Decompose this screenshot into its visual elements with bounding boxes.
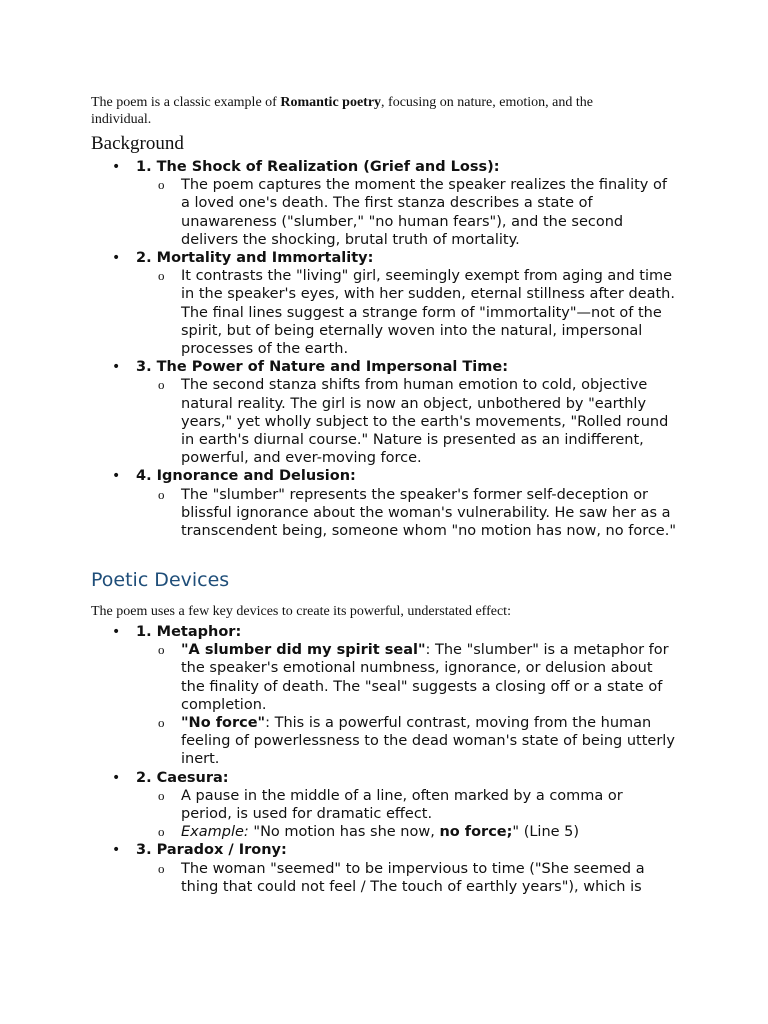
list-item bbox=[0, 841, 676, 896]
list-item bbox=[0, 623, 676, 769]
sub-item-text: The "slumber" represents the speaker's former self-deception or blissful ignorance about the woman's vulnerability. He saw her as a transcendent being, someone whom "no motion has now, no force." bbox=[181, 486, 677, 540]
sub-bullet-icon: o bbox=[158, 787, 165, 803]
sub-item-text: The woman "seemed" to be impervious to time ("She seemed a thing that could not feel / The touch of earthly years"), which is bbox=[181, 860, 645, 895]
background-list bbox=[0, 158, 676, 540]
bullet-icon: • bbox=[112, 250, 121, 267]
bullet-icon: • bbox=[112, 624, 121, 640]
sub-item-text: The second stanza shifts from human emotion to cold, objective natural reality. The girl is now an object, unbothered by "earthly years," yet wholly subject to the earth's movements, "Rolled round in earth's diurnal course." Nature is presented as an indifferent, powerful, and ever-moving force. bbox=[181, 377, 669, 467]
example-text-end: " (Line 5) bbox=[512, 824, 580, 841]
list-item bbox=[0, 358, 676, 467]
item-title: 4. Ignorance and Delusion: bbox=[136, 468, 356, 485]
item-title: 1. The Shock of Realization (Grief and Loss): bbox=[136, 159, 500, 175]
poetic-devices-intro: The poem uses a few key devices to create its powerful, understated effect: bbox=[91, 604, 511, 619]
item-title: 3. Paradox / Irony: bbox=[136, 842, 287, 859]
sub-bullet-icon: o bbox=[158, 268, 165, 284]
intro-text: The poem is a classic example of bbox=[91, 95, 281, 110]
sub-list-item bbox=[136, 860, 676, 896]
example-label: Example: bbox=[181, 824, 249, 841]
sub-bullet-icon: o bbox=[158, 824, 165, 840]
sub-item-text: A pause in the middle of a line, often marked by a comma or period, is used for dramatic effect. bbox=[181, 787, 623, 823]
example-text: "No motion has she now, bbox=[248, 824, 440, 841]
sub-list-item bbox=[136, 376, 676, 467]
item-title: 2. Caesura: bbox=[136, 769, 229, 786]
sub-bullet-icon: o bbox=[158, 486, 165, 502]
item-title: 1. Metaphor: bbox=[136, 624, 242, 640]
bullet-icon: • bbox=[112, 468, 121, 485]
sub-bullet-icon: o bbox=[158, 177, 165, 193]
item-title: 3. The Power of Nature and Impersonal Time: bbox=[136, 359, 509, 376]
sub-bullet-icon: o bbox=[158, 377, 165, 393]
sub-list-item bbox=[136, 176, 676, 249]
bullet-icon: • bbox=[112, 842, 121, 859]
list-item bbox=[0, 769, 676, 842]
poetic-devices-heading: Poetic Devices bbox=[91, 569, 230, 591]
sub-item-text: : The "slumber" is a metaphor for the speaker's emotional numbness, ignorance, or delusion about the finality of death. The "seal" suggests a closing off or a state of completion. bbox=[181, 642, 669, 713]
sub-list-item bbox=[136, 267, 676, 358]
quote-bold: "A slumber did my spirit seal" bbox=[181, 642, 426, 659]
sub-item-text: : This is a powerful contrast, moving from the human feeling of powerlessness to the dead woman's state of being utterly inert. bbox=[181, 715, 675, 768]
sub-list-item bbox=[136, 823, 676, 841]
sub-list-item bbox=[136, 787, 676, 823]
intro-text-end: , focusing on nature, emotion, and the individual. bbox=[91, 95, 593, 127]
sub-item-text: The poem captures the moment the speaker realizes the finality of a loved one's death. The first stanza describes a state of unawareness ("slumber," "no human fears"), and the second delivers the shocking, brutal truth of mortality. bbox=[181, 177, 667, 248]
intro-paragraph bbox=[91, 94, 651, 128]
quote-bold: "No force" bbox=[181, 715, 266, 732]
sub-bullet-icon: o bbox=[158, 715, 165, 731]
intro-bold-term: Romantic poetry bbox=[280, 95, 382, 110]
item-title: 2. Mortality and Immortality: bbox=[136, 250, 374, 267]
sub-bullet-icon: o bbox=[158, 860, 165, 876]
list-item bbox=[0, 158, 676, 249]
bullet-icon: • bbox=[112, 769, 121, 786]
list-item bbox=[0, 249, 676, 358]
background-heading: Background bbox=[91, 133, 184, 154]
list-item bbox=[0, 467, 676, 540]
bullet-icon: • bbox=[112, 159, 121, 175]
example-bold: no force; bbox=[439, 824, 513, 841]
sub-bullet-icon: o bbox=[158, 642, 165, 658]
sub-item-text: It contrasts the "living" girl, seemingly exempt from aging and time in the speaker's eyes, with her sudden, eternal stillness after death. The final lines suggest a strange form of "immortality"—not of the spirit, but of being eternally woven into the natural, impersonal processes of the earth. bbox=[181, 268, 675, 358]
sub-list-item bbox=[136, 641, 676, 714]
sub-list-item bbox=[136, 486, 676, 541]
sub-list-item bbox=[136, 714, 676, 769]
poetic-devices-list bbox=[0, 623, 676, 896]
bullet-icon: • bbox=[112, 359, 121, 376]
